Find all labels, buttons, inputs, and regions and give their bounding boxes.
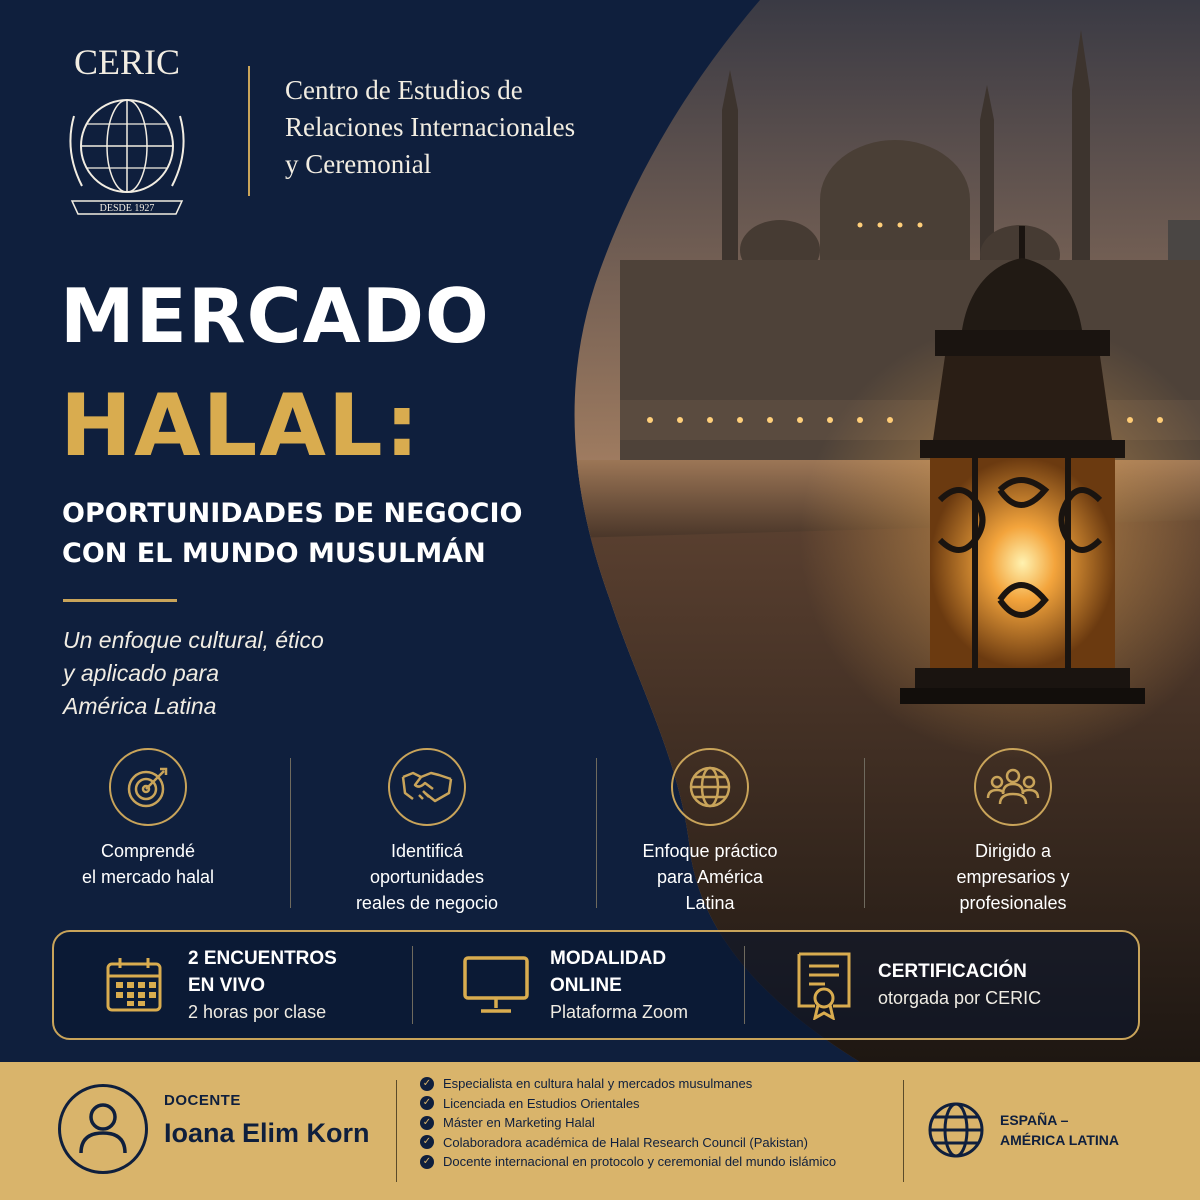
- check-icon: ✓: [420, 1096, 434, 1110]
- feature-separator: [290, 758, 291, 908]
- feature-practical-focus: Enfoque práctico para América Latina: [595, 748, 825, 916]
- feature-understand-market: Comprendé el mercado halal: [33, 748, 263, 890]
- subtitle: OPORTUNIDADES DE NEGOCIO CON EL MUNDO MUSULMÁN: [62, 498, 523, 569]
- list-item: ✓ Máster en Marketing Halal: [420, 1113, 900, 1133]
- ceric-logo: [52, 36, 202, 226]
- teacher-name: Ioana Elim Korn: [164, 1118, 370, 1148]
- course-info-box: [52, 930, 1140, 1040]
- list-item: ✓ Especialista en cultura halal y mercados musulmanes: [420, 1074, 900, 1094]
- svg-text:DESDE 1927: DESDE 1927: [99, 203, 155, 214]
- target-icon: [109, 748, 187, 826]
- gold-rule: [63, 599, 177, 602]
- title-line-2: HALAL:: [60, 376, 422, 476]
- globe-icon: [926, 1100, 986, 1160]
- monitor-icon: [456, 954, 536, 1016]
- check-icon: ✓: [420, 1135, 434, 1149]
- check-icon: ✓: [420, 1116, 434, 1130]
- feature-target-audience: Dirigido a empresarios y profesionales: [898, 748, 1128, 916]
- list-item: ✓ Colaboradora académica de Halal Research Council (Pakistan): [420, 1133, 900, 1153]
- info-separator: [744, 946, 745, 1024]
- info-separator: [412, 946, 413, 1024]
- globe-icon: [671, 748, 749, 826]
- feature-identify-opportunities: Identificá oportunidades reales de negocio: [312, 748, 542, 916]
- organization-name: Centro de Estudios de Relaciones Internacionales y Ceremonial: [285, 75, 576, 179]
- check-icon: ✓: [420, 1077, 434, 1091]
- check-icon: ✓: [420, 1155, 434, 1169]
- features-row: [0, 748, 1200, 918]
- teacher-label: DOCENTE: [164, 1092, 241, 1109]
- feature-separator: [864, 758, 865, 908]
- certificate-icon: [784, 950, 864, 1020]
- footer-separator: [903, 1080, 904, 1182]
- list-item: ✓ Licenciada en Estudios Orientales: [420, 1094, 900, 1114]
- people-icon: [974, 748, 1052, 826]
- calendar-icon: [94, 954, 174, 1016]
- info-sessions: 2 ENCUENTROS EN VIVO 2 horas por clase: [94, 932, 337, 1038]
- footer-separator: [396, 1080, 397, 1182]
- svg-text:CERIC: CERIC: [73, 42, 181, 82]
- region-label: ESPAÑA – AMÉRICA LATINA: [1000, 1112, 1119, 1148]
- avatar-icon: [58, 1084, 148, 1174]
- info-certification: CERTIFICACIÓN otorgada por CERIC: [784, 932, 1041, 1038]
- handshake-icon: [388, 748, 466, 826]
- info-modality: MODALIDAD ONLINE Plataforma Zoom: [456, 932, 688, 1038]
- list-item: ✓ Docente internacional en protocolo y ceremonial del mundo islámico: [420, 1152, 900, 1172]
- header-divider: [248, 66, 250, 196]
- teacher-credentials: [420, 1074, 900, 1172]
- title-line-1: MERCADO: [60, 272, 490, 360]
- teacher-footer: [0, 1062, 1200, 1200]
- tagline: Un enfoque cultural, ético y aplicado para América Latina: [63, 627, 324, 719]
